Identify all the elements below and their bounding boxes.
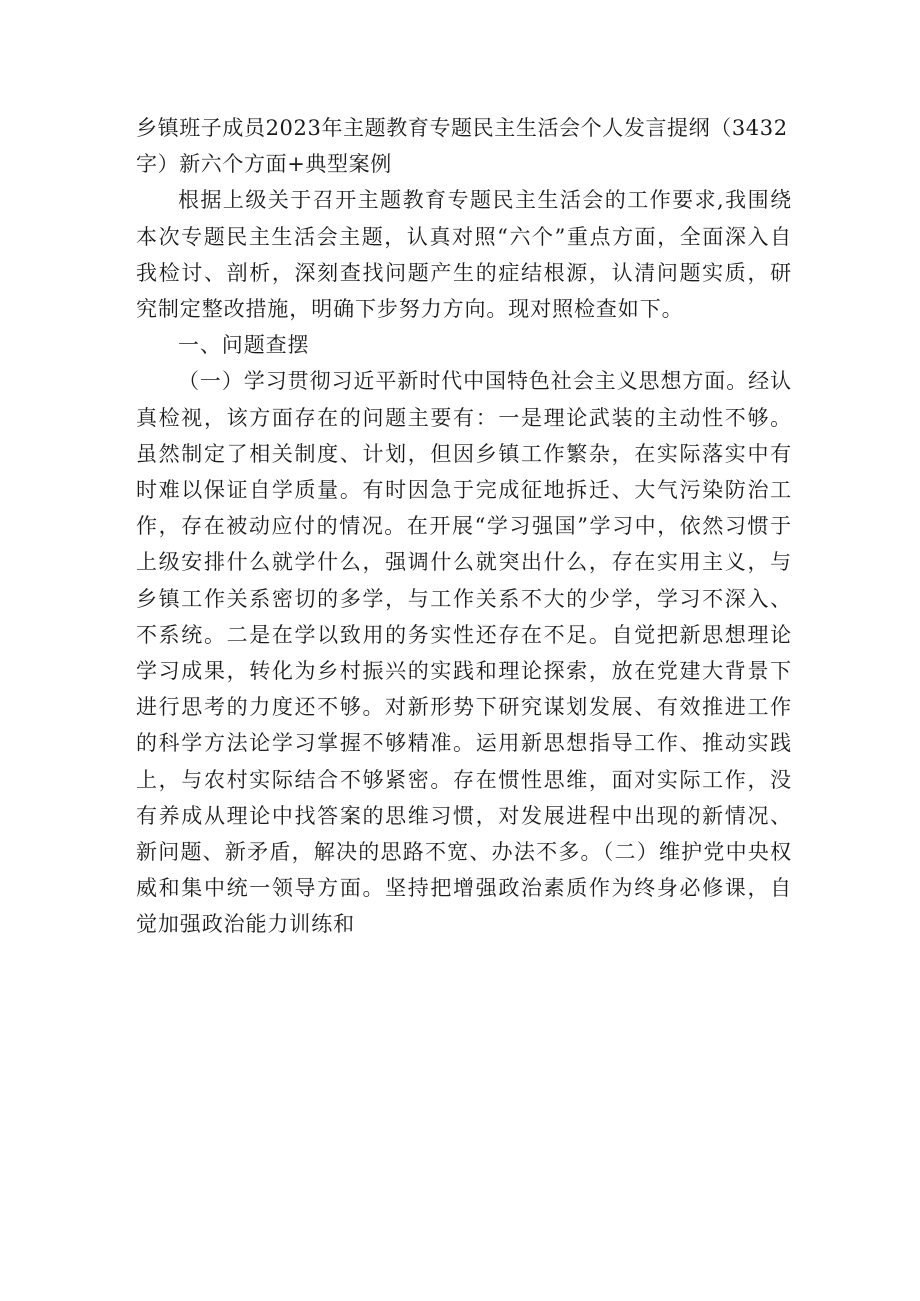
section-heading: 一、问题查摆 — [178, 333, 310, 358]
body-paragraph: （一）学习贯彻习近平新时代中国特色社会主义思想方面。经认真检视，该方面存在的问题主要有：一是理论武装的主动性不够。虽然制定了相关制度、计划，但因乡镇工作繁杂，在实际落实中有时难以保证自学质量。有时因急于完成征地拆迁、大气污染防治工作，存在被动应付的情况。在开展“学习强国”学习中，依然习惯于上级安排什么就学什么，强调什么就突出什么，存在实用主义，与乡镇工作关系密切的多学，与工作关系不大的少学，学习不深入、不系统。二是在学以致用的务实性还存在不足。自觉把新思想理论学习成果，转化为乡村振兴的实践和理论探索，放在党建大背景下进行思考的力度还不够。对新形势下研究谋划发展、有效推进工作的科学方法论学习掌握不够精准。运用新思想指导工作、推动实践上，与农村实际结合不够紧密。存在惯性思维，面对实际工作，没有养成从理论中找答案的思维习惯，对发展进程中出现的新情况、新问题、新矛盾，解决的思路不宽、办法不多。（二）维护党中央权威和集中统一领导方面。坚持把增强政治素质作为终身必修课，自觉加强政治能力训练和 — [136, 369, 792, 937]
document-body — [136, 110, 792, 943]
document-title: 乡镇班子成员2023年主题教育专题民主生活会个人发言提纲（3432字）新六个方面+典型案例 — [136, 116, 788, 177]
intro-paragraph: 根据上级关于召开主题教育专题民主生活会的工作要求,我围绕本次专题民主生活会主题，认真对照“六个”重点方面，全面深入自我检讨、剖析，深刻查找问题产生的症结根源，认清问题实质，研究制定整改措施，明确下步努力方向。现对照检查如下。 — [136, 188, 792, 322]
